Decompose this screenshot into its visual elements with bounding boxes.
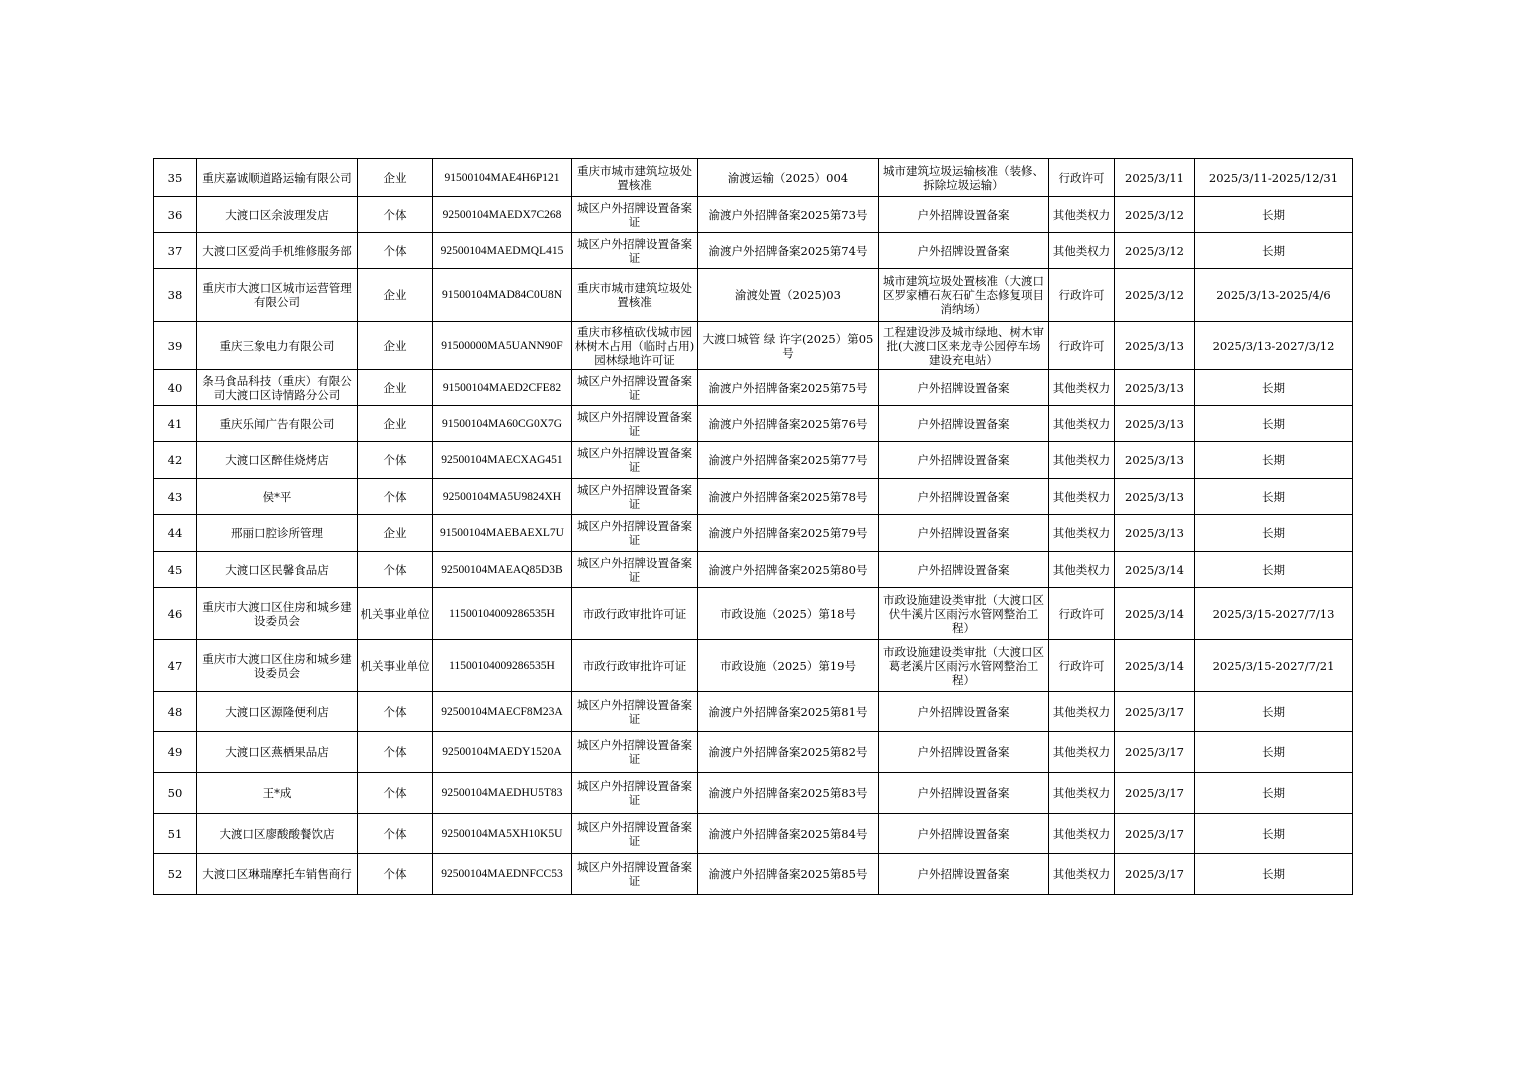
document-number-cell: 渝渡户外招牌备案2025第77号 [698, 442, 879, 479]
category-cell: 行政许可 [1049, 322, 1115, 370]
table-row [154, 479, 1353, 515]
license-name-cell: 城区户外招牌设置备案证 [572, 854, 698, 895]
approval-content-cell: 城市建筑垃圾运输核准（装修、拆除垃圾运输） [879, 159, 1049, 197]
table-row [154, 322, 1353, 370]
validity-period-cell: 长期 [1195, 233, 1353, 269]
document-number-cell: 大渡口城管 绿 许字(2025）第05号 [698, 322, 879, 370]
table-row [154, 552, 1353, 588]
validity-period-cell: 2025/3/15-2027/7/21 [1195, 640, 1353, 692]
approval-content-cell: 户外招牌设置备案 [879, 370, 1049, 406]
approval-content-cell: 市政设施建设类审批（大渡口区伏牛溪片区雨污水管网整治工程） [879, 588, 1049, 640]
validity-period-cell: 长期 [1195, 406, 1353, 442]
applicant-name-cell: 王*成 [197, 773, 358, 814]
validity-period-cell: 长期 [1195, 370, 1353, 406]
applicant-type-cell: 个体 [358, 552, 433, 588]
decision-date-cell: 2025/3/13 [1115, 515, 1195, 552]
applicant-type-cell: 企业 [358, 322, 433, 370]
document-number-cell: 渝渡户外招牌备案2025第74号 [698, 233, 879, 269]
row-number-cell: 52 [154, 854, 197, 895]
category-cell: 其他类权力 [1049, 552, 1115, 588]
approval-content-cell: 户外招牌设置备案 [879, 479, 1049, 515]
document-number-cell: 渝渡户外招牌备案2025第73号 [698, 197, 879, 233]
decision-date-cell: 2025/3/14 [1115, 552, 1195, 588]
document-number-cell: 渝渡户外招牌备案2025第83号 [698, 773, 879, 814]
category-cell: 其他类权力 [1049, 197, 1115, 233]
license-name-cell: 城区户外招牌设置备案证 [572, 773, 698, 814]
document-number-cell: 市政设施（2025）第19号 [698, 640, 879, 692]
applicant-type-cell: 个体 [358, 814, 433, 854]
applicant-name-cell: 大渡口区琳瑞摩托车销售商行 [197, 854, 358, 895]
credit-code-cell: 11500104009286535H [433, 640, 572, 692]
applicant-type-cell: 企业 [358, 269, 433, 322]
credit-code-cell: 92500104MA5XH10K5U [433, 814, 572, 854]
decision-date-cell: 2025/3/13 [1115, 442, 1195, 479]
credit-code-cell: 91500000MA5UANN90F [433, 322, 572, 370]
table-row [154, 854, 1353, 895]
document-number-cell: 渝渡户外招牌备案2025第79号 [698, 515, 879, 552]
document-number-cell: 渝渡户外招牌备案2025第81号 [698, 692, 879, 732]
applicant-name-cell: 重庆市大渡口区城市运营管理有限公司 [197, 269, 358, 322]
credit-code-cell: 92500104MAEDHU5T83 [433, 773, 572, 814]
decision-date-cell: 2025/3/12 [1115, 197, 1195, 233]
license-name-cell: 城区户外招牌设置备案证 [572, 406, 698, 442]
category-cell: 其他类权力 [1049, 515, 1115, 552]
applicant-type-cell: 个体 [358, 233, 433, 269]
validity-period-cell: 2025/3/13-2027/3/12 [1195, 322, 1353, 370]
category-cell: 其他类权力 [1049, 692, 1115, 732]
validity-period-cell: 长期 [1195, 552, 1353, 588]
document-number-cell: 渝渡运输（2025）004 [698, 159, 879, 197]
decision-date-cell: 2025/3/13 [1115, 322, 1195, 370]
category-cell: 其他类权力 [1049, 442, 1115, 479]
applicant-name-cell: 邢丽口腔诊所管理 [197, 515, 358, 552]
license-name-cell: 市政行政审批许可证 [572, 588, 698, 640]
applicant-type-cell: 企业 [358, 406, 433, 442]
approval-content-cell: 户外招牌设置备案 [879, 233, 1049, 269]
applicant-name-cell: 大渡口区爱尚手机维修服务部 [197, 233, 358, 269]
row-number-cell: 41 [154, 406, 197, 442]
validity-period-cell: 2025/3/11-2025/12/31 [1195, 159, 1353, 197]
category-cell: 其他类权力 [1049, 732, 1115, 773]
table-row [154, 197, 1353, 233]
table-row [154, 515, 1353, 552]
row-number-cell: 35 [154, 159, 197, 197]
decision-date-cell: 2025/3/17 [1115, 692, 1195, 732]
applicant-name-cell: 大渡口区民馨食品店 [197, 552, 358, 588]
validity-period-cell: 长期 [1195, 732, 1353, 773]
license-name-cell: 重庆市移植砍伐城市园林树木占用（临时占用)园林绿地许可证 [572, 322, 698, 370]
applicant-type-cell: 个体 [358, 442, 433, 479]
credit-code-cell: 92500104MA5U9824XH [433, 479, 572, 515]
decision-date-cell: 2025/3/13 [1115, 370, 1195, 406]
row-number-cell: 40 [154, 370, 197, 406]
category-cell: 行政许可 [1049, 588, 1115, 640]
license-name-cell: 城区户外招牌设置备案证 [572, 442, 698, 479]
credit-code-cell: 11500104009286535H [433, 588, 572, 640]
decision-date-cell: 2025/3/13 [1115, 479, 1195, 515]
credit-code-cell: 92500104MAEAQ85D3B [433, 552, 572, 588]
license-name-cell: 城区户外招牌设置备案证 [572, 479, 698, 515]
applicant-name-cell: 大渡口区源隆便利店 [197, 692, 358, 732]
applicant-type-cell: 企业 [358, 515, 433, 552]
validity-period-cell: 长期 [1195, 515, 1353, 552]
category-cell: 其他类权力 [1049, 406, 1115, 442]
document-number-cell: 渝渡处置（2025)03 [698, 269, 879, 322]
row-number-cell: 37 [154, 233, 197, 269]
validity-period-cell: 长期 [1195, 479, 1353, 515]
row-number-cell: 46 [154, 588, 197, 640]
credit-code-cell: 91500104MAEBAEXL7U [433, 515, 572, 552]
category-cell: 其他类权力 [1049, 370, 1115, 406]
table-row [154, 692, 1353, 732]
category-cell: 其他类权力 [1049, 773, 1115, 814]
category-cell: 行政许可 [1049, 159, 1115, 197]
credit-code-cell: 92500104MAEDNFCC53 [433, 854, 572, 895]
approval-content-cell: 工程建设涉及城市绿地、树木审批(大渡口区来龙寺公园停车场建设充电站） [879, 322, 1049, 370]
applicant-name-cell: 重庆市大渡口区住房和城乡建设委员会 [197, 640, 358, 692]
row-number-cell: 38 [154, 269, 197, 322]
credit-code-cell: 92500104MAECF8M23A [433, 692, 572, 732]
credit-code-cell: 91500104MA60CG0X7G [433, 406, 572, 442]
applicant-type-cell: 机关事业单位 [358, 588, 433, 640]
approval-content-cell: 户外招牌设置备案 [879, 406, 1049, 442]
applicant-name-cell: 重庆三象电力有限公司 [197, 322, 358, 370]
applicant-name-cell: 大渡口区余波理发店 [197, 197, 358, 233]
approval-content-cell: 户外招牌设置备案 [879, 552, 1049, 588]
decision-date-cell: 2025/3/17 [1115, 854, 1195, 895]
table-row [154, 732, 1353, 773]
decision-date-cell: 2025/3/17 [1115, 732, 1195, 773]
applicant-type-cell: 个体 [358, 197, 433, 233]
validity-period-cell: 长期 [1195, 773, 1353, 814]
applicant-type-cell: 个体 [358, 692, 433, 732]
validity-period-cell: 长期 [1195, 442, 1353, 479]
applicant-type-cell: 企业 [358, 159, 433, 197]
document-number-cell: 渝渡户外招牌备案2025第85号 [698, 854, 879, 895]
approval-content-cell: 户外招牌设置备案 [879, 197, 1049, 233]
validity-period-cell: 长期 [1195, 814, 1353, 854]
table-row [154, 640, 1353, 692]
row-number-cell: 39 [154, 322, 197, 370]
row-number-cell: 47 [154, 640, 197, 692]
credit-code-cell: 92500104MAECXAG451 [433, 442, 572, 479]
table-row [154, 370, 1353, 406]
decision-date-cell: 2025/3/11 [1115, 159, 1195, 197]
credit-code-cell: 91500104MAED2CFE82 [433, 370, 572, 406]
category-cell: 行政许可 [1049, 640, 1115, 692]
license-name-cell: 市政行政审批许可证 [572, 640, 698, 692]
license-name-cell: 城区户外招牌设置备案证 [572, 515, 698, 552]
row-number-cell: 45 [154, 552, 197, 588]
decision-date-cell: 2025/3/12 [1115, 269, 1195, 322]
applicant-name-cell: 大渡口区廖酸酸餐饮店 [197, 814, 358, 854]
approval-content-cell: 市政设施建设类审批（大渡口区葛老溪片区雨污水管网整治工程） [879, 640, 1049, 692]
row-number-cell: 50 [154, 773, 197, 814]
row-number-cell: 44 [154, 515, 197, 552]
license-name-cell: 城区户外招牌设置备案证 [572, 732, 698, 773]
table-row [154, 159, 1353, 197]
category-cell: 其他类权力 [1049, 814, 1115, 854]
document-number-cell: 渝渡户外招牌备案2025第82号 [698, 732, 879, 773]
validity-period-cell: 2025/3/15-2027/7/13 [1195, 588, 1353, 640]
applicant-name-cell: 重庆乐闻广告有限公司 [197, 406, 358, 442]
row-number-cell: 51 [154, 814, 197, 854]
approval-content-cell: 户外招牌设置备案 [879, 442, 1049, 479]
validity-period-cell: 长期 [1195, 692, 1353, 732]
license-name-cell: 城区户外招牌设置备案证 [572, 370, 698, 406]
credit-code-cell: 92500104MAEDMQL415 [433, 233, 572, 269]
license-name-cell: 城区户外招牌设置备案证 [572, 233, 698, 269]
approval-content-cell: 户外招牌设置备案 [879, 773, 1049, 814]
credit-code-cell: 91500104MAD84C0U8N [433, 269, 572, 322]
table-row [154, 269, 1353, 322]
row-number-cell: 42 [154, 442, 197, 479]
applicant-name-cell: 大渡口区醉佳烧烤店 [197, 442, 358, 479]
license-name-cell: 城区户外招牌设置备案证 [572, 197, 698, 233]
decision-date-cell: 2025/3/17 [1115, 814, 1195, 854]
category-cell: 其他类权力 [1049, 479, 1115, 515]
row-number-cell: 43 [154, 479, 197, 515]
table-row [154, 442, 1353, 479]
credit-code-cell: 92500104MAEDX7C268 [433, 197, 572, 233]
applicant-type-cell: 个体 [358, 479, 433, 515]
row-number-cell: 48 [154, 692, 197, 732]
decision-date-cell: 2025/3/12 [1115, 233, 1195, 269]
license-name-cell: 重庆市城市建筑垃圾处置核准 [572, 269, 698, 322]
category-cell: 其他类权力 [1049, 233, 1115, 269]
document-number-cell: 渝渡户外招牌备案2025第80号 [698, 552, 879, 588]
approval-content-cell: 户外招牌设置备案 [879, 515, 1049, 552]
applicant-name-cell: 大渡口区燕栖果品店 [197, 732, 358, 773]
license-name-cell: 城区户外招牌设置备案证 [572, 692, 698, 732]
license-name-cell: 城区户外招牌设置备案证 [572, 552, 698, 588]
approval-content-cell: 户外招牌设置备案 [879, 692, 1049, 732]
applicant-type-cell: 个体 [358, 854, 433, 895]
document-number-cell: 渝渡户外招牌备案2025第84号 [698, 814, 879, 854]
document-number-cell: 渝渡户外招牌备案2025第75号 [698, 370, 879, 406]
table-row [154, 588, 1353, 640]
validity-period-cell: 长期 [1195, 854, 1353, 895]
credit-code-cell: 91500104MAE4H6P121 [433, 159, 572, 197]
row-number-cell: 49 [154, 732, 197, 773]
category-cell: 行政许可 [1049, 269, 1115, 322]
decision-date-cell: 2025/3/13 [1115, 406, 1195, 442]
document-number-cell: 市政设施（2025）第18号 [698, 588, 879, 640]
row-number-cell: 36 [154, 197, 197, 233]
validity-period-cell: 长期 [1195, 197, 1353, 233]
applicant-type-cell: 个体 [358, 773, 433, 814]
approval-content-cell: 户外招牌设置备案 [879, 732, 1049, 773]
document-number-cell: 渝渡户外招牌备案2025第78号 [698, 479, 879, 515]
license-name-cell: 城区户外招牌设置备案证 [572, 814, 698, 854]
table-row [154, 406, 1353, 442]
records-table [153, 158, 1353, 895]
license-name-cell: 重庆市城市建筑垃圾处置核准 [572, 159, 698, 197]
table-row [154, 773, 1353, 814]
approval-content-cell: 城市建筑垃圾处置核准（大渡口区罗家槽石灰石矿生态修复项目消纳场） [879, 269, 1049, 322]
applicant-name-cell: 条马食品科技（重庆）有限公司大渡口区诗情路分公司 [197, 370, 358, 406]
records-table-body [154, 159, 1353, 895]
applicant-name-cell: 侯*平 [197, 479, 358, 515]
document-number-cell: 渝渡户外招牌备案2025第76号 [698, 406, 879, 442]
decision-date-cell: 2025/3/17 [1115, 773, 1195, 814]
table-row [154, 814, 1353, 854]
applicant-type-cell: 机关事业单位 [358, 640, 433, 692]
applicant-type-cell: 企业 [358, 370, 433, 406]
applicant-type-cell: 个体 [358, 732, 433, 773]
decision-date-cell: 2025/3/14 [1115, 640, 1195, 692]
category-cell: 其他类权力 [1049, 854, 1115, 895]
table-row [154, 233, 1353, 269]
validity-period-cell: 2025/3/13-2025/4/6 [1195, 269, 1353, 322]
applicant-name-cell: 重庆市大渡口区住房和城乡建设委员会 [197, 588, 358, 640]
decision-date-cell: 2025/3/14 [1115, 588, 1195, 640]
approval-content-cell: 户外招牌设置备案 [879, 814, 1049, 854]
approval-content-cell: 户外招牌设置备案 [879, 854, 1049, 895]
applicant-name-cell: 重庆嘉诚顺道路运输有限公司 [197, 159, 358, 197]
credit-code-cell: 92500104MAEDY1520A [433, 732, 572, 773]
